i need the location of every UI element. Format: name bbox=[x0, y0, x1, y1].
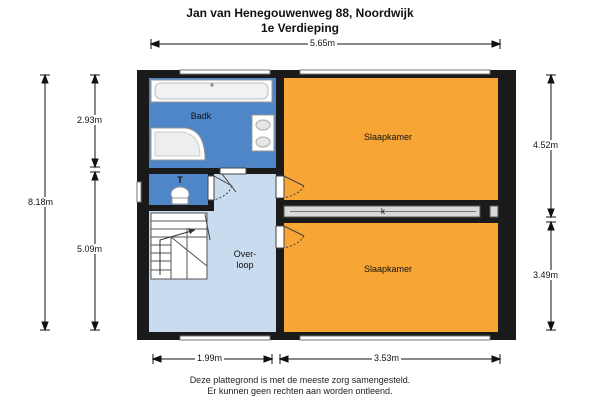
dim-right-upper: 4.52m bbox=[533, 140, 559, 150]
dim-top-width: 5.65m bbox=[310, 38, 336, 48]
dim-right-lower: 3.49m bbox=[533, 270, 559, 280]
disclaimer-line1: Deze plattegrond is met de meeste zorg samengesteld. bbox=[189, 375, 411, 385]
dim-left-upper: 2.93m bbox=[77, 115, 103, 125]
bedroom-top-label: Slaapkamer bbox=[363, 132, 413, 142]
staircase bbox=[151, 213, 207, 279]
plan-title: Jan van Henegouwenweg 88, Noordwijk bbox=[186, 6, 414, 20]
dim-left-lower: 5.09m bbox=[77, 244, 103, 254]
landing-label-line2: loop bbox=[236, 260, 254, 270]
dim-bottom-right: 3.53m bbox=[374, 353, 400, 363]
dim-left-total: 8.18m bbox=[28, 197, 54, 207]
bedroom-bottom-label: Slaapkamer bbox=[363, 264, 413, 274]
bedroom-bottom bbox=[284, 223, 498, 332]
disclaimer-line2: Er kunnen geen rechten aan worden ontleend. bbox=[207, 386, 393, 396]
floor-subtitle: 1e Verdieping bbox=[260, 21, 340, 35]
dim-bottom-left: 1.99m bbox=[197, 353, 223, 363]
landing-label-line1: Over- bbox=[233, 249, 257, 259]
toilet-label: T bbox=[177, 175, 183, 185]
closet-label: k bbox=[381, 207, 385, 216]
bathroom-label: Badk bbox=[190, 111, 212, 121]
